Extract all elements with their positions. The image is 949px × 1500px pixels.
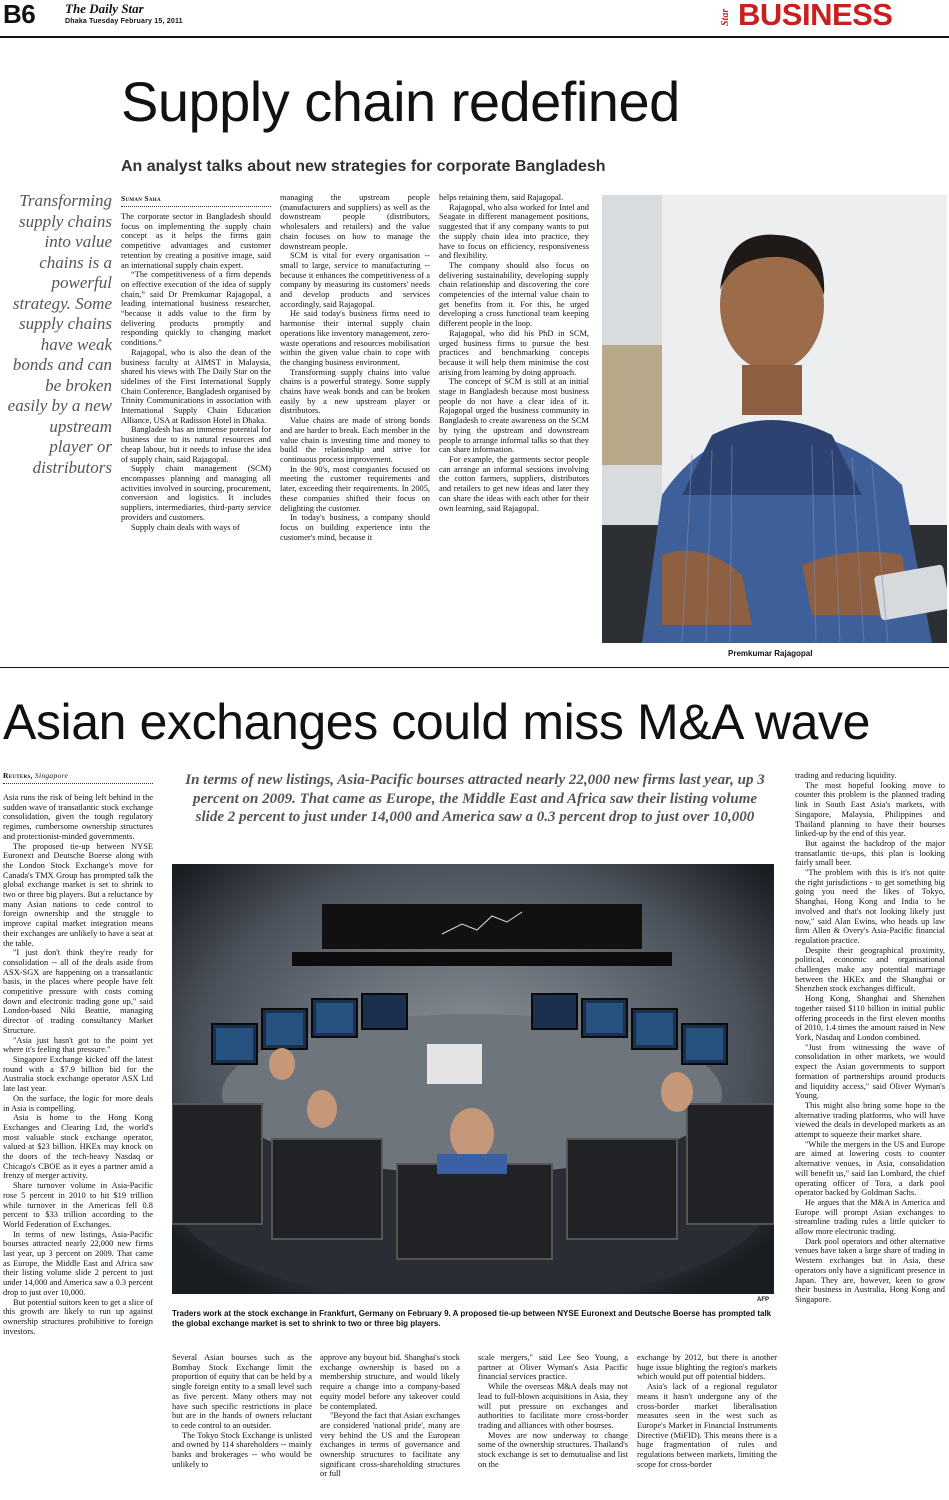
- paragraph: In terms of new listings, Asia-Pacific bourses attracted nearly 22,000 new firms last year, up 3 percent on 2009. That came as Europe, the Middle East and Africa saw their listing volume slide 2 percent to just under 14,000 and America saw a 0.3 percent drop to just over 10,000.: [3, 1229, 153, 1297]
- paragraph: "The problem with this is it's not quite the right jurisdictions - to get something big going you need the likes of Tokyo, Shanghai, Hong Kong and India to be involved and that's not looking likely just now," said Alan Ewins, who heads up law firm Allen & Overy's Asia-Pacific financial regulation practice.: [795, 868, 945, 945]
- paragraph: Asia's lack of a regional regulator means it hasn't undergone any of the cross-border market liberalisation measures seen in the west such as Europe's Market in Financial Instruments Directive (MiFID). This means there is a huge fragmentation of rules and regulations between markets, limiting the scope for cross-border: [637, 1382, 777, 1469]
- paragraph: But against the backdrop of the major transatlantic tie-ups, this plan is looking fairly small beer.: [795, 838, 945, 868]
- paragraph: But potential suitors keen to get a slice of this growth are likely to run up against ownership structures prohibitive to foreign investors.: [3, 1297, 153, 1336]
- byline-separator: ,: [30, 771, 35, 780]
- paragraph: Rajagopal, who also worked for Intel and Seagate in different management positions, suggested that if any company wants to put the supply chain idea into practice, they have to focus on efficiency, responsiveness and flexibility.: [439, 202, 589, 261]
- paragraph: Asia runs the risk of being left behind in the sudden wave of transatlantic stock exchange consolidation, given the tough regulatory regimes, cumbersome ownership structures and protectionist-minded governments.: [3, 793, 153, 841]
- article1-column-3: [439, 193, 589, 660]
- paragraph: Value chains are made of strong bonds and are harder to break. Each member in the value chain is investing time and money to build the relationship and strive for continuous process improvement.: [280, 416, 430, 464]
- paragraph: Supply chain management (SCM) encompasses planning and managing all activities involved in sourcing, procurement, conversion and logistics. It includes suppliers, intermediaries, third-party service providers and customers.: [121, 464, 271, 522]
- article-divider: [0, 667, 949, 668]
- dateline: Dhaka Tuesday February 15, 2011: [65, 18, 183, 25]
- paragraph: The corporate sector in Bangladesh should focus on implementing the supply chain concept as it helps the firms gain competitive advantages and customer retention by creating a positive image, said an international supply chain expert.: [121, 212, 271, 270]
- article1-column-1: [121, 212, 271, 660]
- paragraph: This might also bring some hope to the alternative trading platforms, who will have viewed the deals in developed markets as an attempt to squeeze their market share.: [795, 1100, 945, 1140]
- trading-photo-caption: Traders work at the stock exchange in Frankfurt, Germany on February 9. A proposed tie-up between NYSE Euronext and Deutsche Boerse has prompted talk the global exchange market is set to shrink to two or three big players.: [172, 1309, 772, 1328]
- paragraph: Hong Kong, Shanghai and Shenzhen together raised $110 billion in initial public offering proceeds in the first eleven months of 2010, 1.4 times the amount raised in New York, Nasdaq and London combined.: [795, 994, 945, 1042]
- paragraph: approve any buyout bid. Shanghai's stock exchange ownership is based on a membership structure, and would likely require a change into a company-based equity model before any takeover could be contemplated.: [320, 1353, 460, 1411]
- trading-floor-photo: [172, 864, 774, 1294]
- paragraph: "Just from witnessing the wave of consolidation in other markets, we would expect the Asian governments to support formation of partnerships around products and liquidity access," said Oliver Wyman's Young.: [795, 1042, 945, 1101]
- article2-column-2: [172, 1353, 312, 1500]
- photo-credit: AFP: [757, 1297, 769, 1303]
- paragraph: "Beyond the fact that Asian exchanges are considered 'national pride', many are very behind the US and the European exchanges in terms of governance and ownership structures to facilitate any significant cross-shareholding structures or full: [320, 1411, 460, 1479]
- article1-column-2: [280, 193, 430, 660]
- paragraph: exchange by 2012, but there is another huge issue blighting the region's markets which would put off potential bidders.: [637, 1353, 777, 1382]
- article2-column-1: [3, 793, 153, 1499]
- person-illustration: [602, 195, 947, 643]
- article2-column-4: [478, 1353, 628, 1500]
- paragraph: managing the upstream people (manufacturers and suppliers) as well as the downstream people (distributors, wholesalers and retailers) and the value chain focuses on how to manage the downstream people.: [280, 193, 430, 251]
- header-rule: [0, 36, 949, 38]
- article2-column-3: [320, 1353, 460, 1500]
- paragraph: Rajagopal, who did his PhD in SCM, urged business firms to pursue the best practices and benchmarking concepts because it will help them minimise the cost arising from learning by doing approach.: [439, 328, 589, 377]
- article1-byline: Suman Saha: [121, 194, 161, 203]
- paragraph: Despite their geographical proximity, political, economic and organisational challenges make any potential marriage between the HKEx and the Shanghai or Shenzhen stock exchanges difficult.: [795, 945, 945, 994]
- paragraph: On the surface, the logic for more deals in Asia is compelling.: [3, 1093, 153, 1113]
- article1-subhead: An analyst talks about new strategies for corporate Bangladesh: [121, 158, 606, 175]
- paragraph: The Tokyo Stock Exchange is unlisted and owned by 114 shareholders -- mainly banks and brokerages -- who would be unlikely to: [172, 1430, 312, 1469]
- article2-headline: Asian exchanges could miss M&A wave: [3, 694, 870, 750]
- paragraph: He argues that the M&A in America and Europe will prompt Asian exchanges to streamline trading rules a little quicker to allow more electronic trading.: [795, 1197, 945, 1237]
- paragraph: trading and reducing liquidity.: [795, 771, 897, 780]
- article2-column-5: [637, 1353, 777, 1500]
- paragraph: The company should also focus on delivering sustainability, developing supply chain relationship and discovering the core competencies of the internal value chain to get benefits from it. For this, he urged developing a cross functional team keeping different people in the loop.: [439, 260, 589, 329]
- article1-pullquote: Transforming supply chains into value chains is a powerful strategy. Some supply chains have weak bonds and can be broken easily by a new upstream player or distributors: [7, 191, 112, 477]
- article1-headline: Supply chain redefined: [121, 70, 680, 133]
- masthead-name: The Daily Star: [65, 1, 144, 16]
- paragraph: Asia is home to the Hong Kong Exchanges and Clearing Ltd, the world's most valuable stock exchange operator, valued at $23 billion. HKEx may knock on the doors of the tech-heavy Nasdaq or Chicago's CBOE as it eyes a partner amid a frenzy of merger activity.: [3, 1113, 153, 1181]
- paragraph: He said today's business firms need to harmonise their internal supply chain operations like inventory management, zero-waste operations and resources mobilisation within the given value chain to cope with the changing business environment.: [280, 309, 430, 367]
- article2-byline-agency: Reuters: [3, 771, 31, 780]
- paragraph: Transforming supply chains into value chains is a powerful strategy. Some supply chains have weak bonds and can be broken easily by a new upstream player or distributors.: [280, 367, 430, 416]
- article2-pullquote: In terms of new listings, Asia-Pacific bourses attracted nearly 22,000 new firms last year, up 3 percent on 2009. That came as Europe, the Middle East and Africa saw their listing volume slide 2 percent to just under 14,000 and America saw a 0.3 percent drop to just over 10,000: [185, 772, 765, 825]
- paragraph: scale mergers," said Lee Seo Young, a partner at Oliver Wyman's Asia Pacific financial services practice.: [478, 1353, 628, 1382]
- paragraph: While the overseas M&A deals may not lead to full-blown acquisitions in Asia, they will put pressure on exchanges and authorities to facilitate more cross-border trading and alliances with other bourses.: [478, 1382, 628, 1430]
- paragraph: Share turnover volume in Asia-Pacific rose 5 percent in 2010 to hit $19 trillion while turnover in the Americas fell 0.8 percent to $33 trillion according to the World Federation of Exchanges.: [3, 1181, 153, 1229]
- paragraph: The proposed tie-up between NYSE Euronext and Deutsche Boerse along with the London Stock Exchange's move for Canada's TMX Group has prompted talk the global exchange market is set to shrink to two or three big players. But a reluctance by many Asian nations to cede control to foreign ownership and the struggle to improve capital market integration means their exchanges are unlikely to have a seat at the table.: [3, 841, 153, 948]
- paragraph: Dark pool operators and other alternative venues have taken a large share of trading in Western exchanges but in Asia, these operators only have a significant presence in Japan. They are, however, keen to grow their business in Australia, Hong Kong and Singapore.: [795, 1236, 945, 1304]
- paragraph: The most hopeful looking move to counter this problem is the planned trading link in South East Asia's markets, with Singapore, Malaysia, Philippines and Thailand planning to have their bourses linked-up by the end of this year.: [795, 780, 945, 839]
- paragraph: In the 90's, most companies focused on meeting the customer requirements and later, exceeding their requirements. In 2005, these companies shifted their focus on delighting the customer.: [280, 464, 430, 513]
- paragraph: "I just don't think they're ready for consolidation -- all of the deals aside from ASX-SGX are happening on a transatlantic basis, in the places where people have felt competitive pressure with costs coming down and electronic trading gone up," said London-based Niki Beattie, managing director of trading consultancy Market Structure.: [3, 948, 153, 1035]
- paragraph: In today's business, a company should focus on building experience into the customer's mind, because it: [280, 513, 430, 542]
- paragraph: Bangladesh has an immense potential for business due to its natural resources and cheap labour, but it needs to infuse the idea of supply chain, said Rajagopal.: [121, 425, 271, 464]
- byline-rule-2: [3, 783, 153, 784]
- paragraph: Supply chain deals with ways of: [131, 522, 240, 532]
- paragraph: Moves are now underway to change some of the ownership structures. Thailand's stock exchange is set to demutualise and list on the: [478, 1430, 628, 1469]
- paragraph: helps retaining them, said Rajagopal.: [439, 193, 564, 202]
- paragraph: "Asia just hasn't got to the point yet where it's feeling that pressure.": [3, 1035, 153, 1055]
- paragraph: SCM is vital for every organisation -- small to large, service to manufacturing -- because it enhances the competitiveness of a company by measuring its customers' needs and develop products and services accordingly, said Rajagopal.: [280, 251, 430, 309]
- article2-column-6: [795, 771, 945, 1499]
- portrait-photo: [602, 195, 947, 643]
- paragraph: The concept of SCM is still at an initial stage in Bangladesh because most business people do not have a clear idea of it. Rajagopal urged the business community in Bangladesh to create awareness on the SCM by tying the upstream and downstream people to arrange informal talks so that they can share information.: [439, 377, 589, 455]
- paragraph: “The competitiveness of a firm depends on effective execution of the idea of supply chain,” said Dr Premkumar Rajagopal, a leading international business researcher, “because it adds value to the firm by delivering products promptly and responding quickly to changing market conditions.”: [121, 270, 271, 348]
- article2-byline-place: Singapore: [34, 771, 69, 780]
- portrait-caption: Premkumar Rajagopal: [728, 649, 813, 658]
- paragraph: Rajagopal, who is also the dean of the business faculty at AIMST in Malaysia, shared his views with The Daily Star on the sidelines of the First International Supply Chain Conference, Bangladesh organised by Trinity Communications in association with International Supply Chain Education Alliance, USA at Radisson Hotel in Dhaka.: [121, 347, 271, 425]
- paragraph: "While the mergers in the US and Europe are aimed at lowering costs to counter alternative venues, in Asia, consolidation will benefit us," said Ian Lombard, the chief operating officer of Tora, a dark pool operator backed by Goldman Sachs.: [795, 1139, 945, 1198]
- section-title: BUSINESS: [738, 0, 893, 32]
- paragraph: Singapore Exchange kicked off the latest round with a $7.9 billion bid for the Australia stock exchange operator ASX Ltd late last year.: [3, 1054, 153, 1094]
- trading-floor-illustration: [172, 864, 774, 1294]
- article2-byline: [3, 771, 68, 780]
- paragraph: For example, the garments sector people can arrange an informal sessions involving the cotton farmers, suppliers, distributors and retailers to get new ideas and later they can share the ideas with each other for their own learning, said Rajagopal.: [439, 454, 589, 513]
- paragraph: Several Asian bourses such as the Bombay Stock Exchange limit the proportion of equity that can be held by a single foreign entity to a small level such as five percent. Many others may not have such specific restrictions in place but are in the hands of owners reluctant to cede control to an outsider.: [172, 1353, 312, 1430]
- section-logo: Star: [720, 8, 731, 26]
- byline-rule: [121, 206, 271, 207]
- page-number: B6: [3, 0, 36, 29]
